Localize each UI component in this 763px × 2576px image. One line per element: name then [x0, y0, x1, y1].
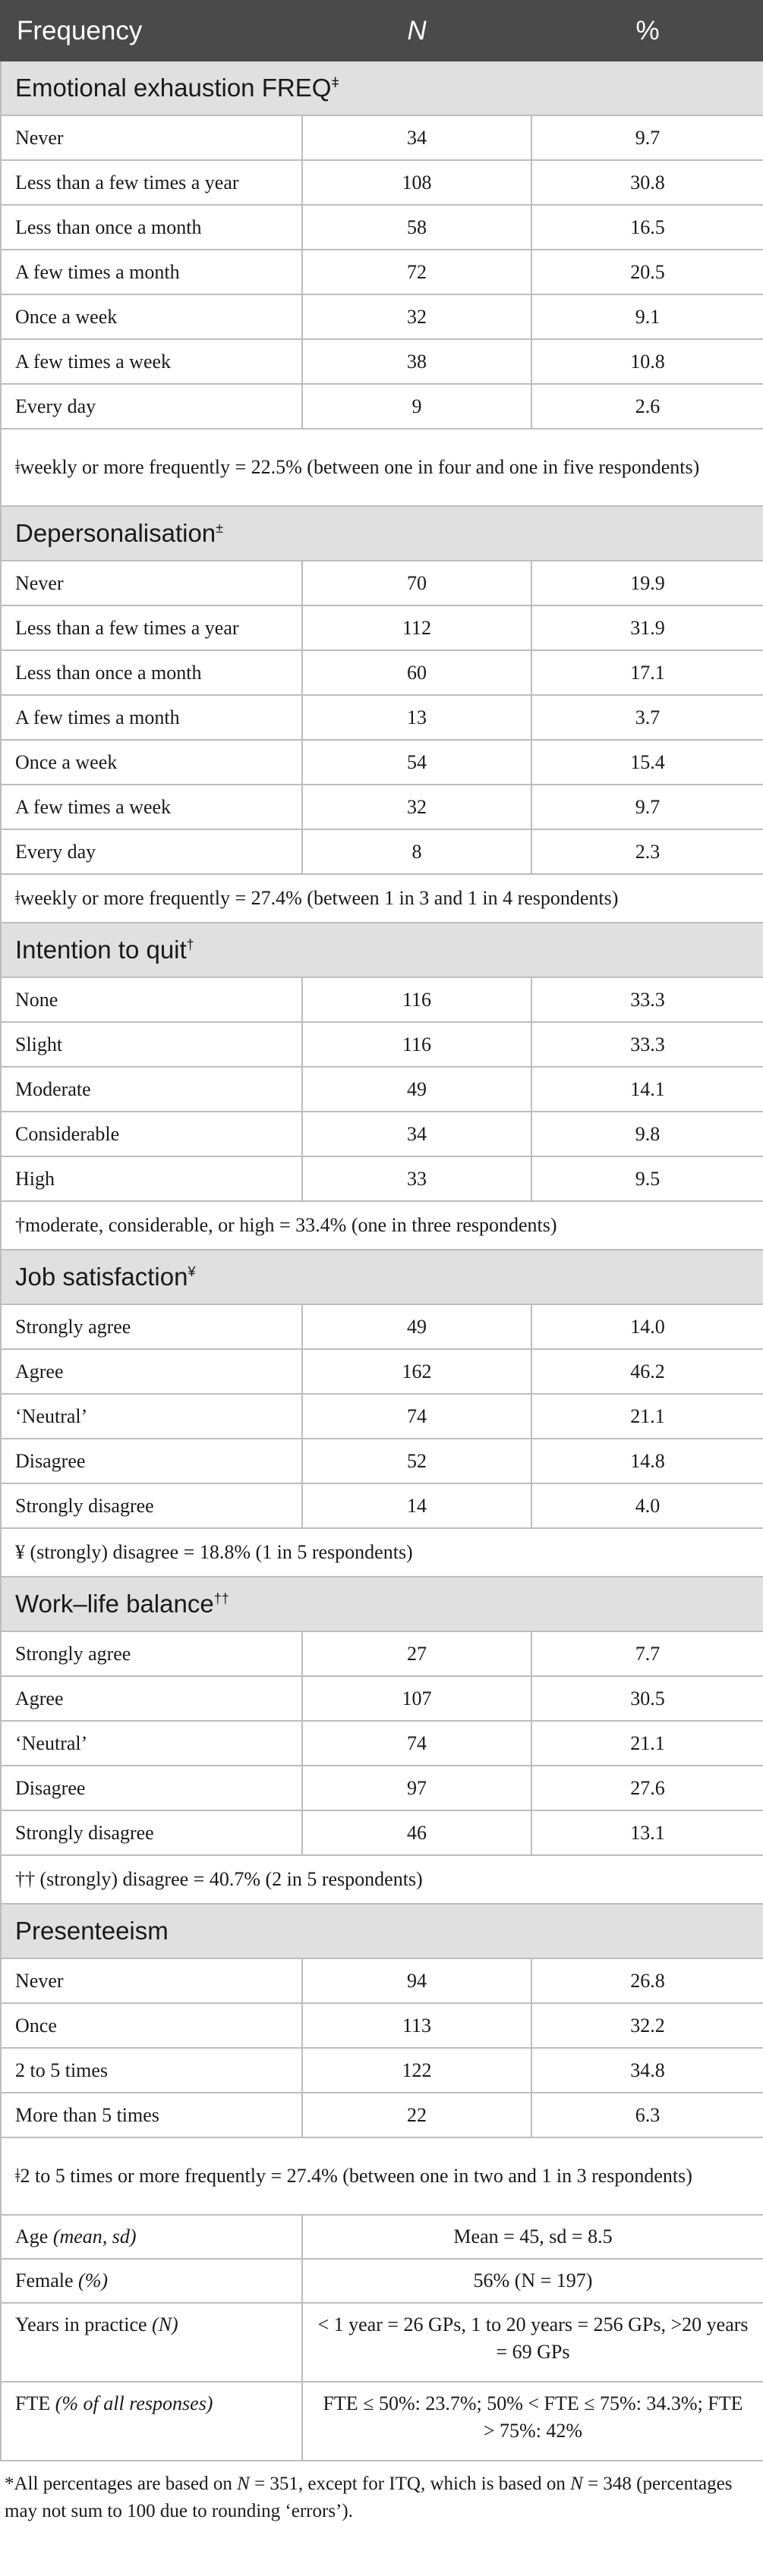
table-row	[1, 2048, 763, 2093]
table-row	[1, 740, 763, 785]
table-row	[1, 561, 763, 605]
section-note-row	[1, 874, 763, 923]
table-row	[1, 695, 763, 740]
section-footnote-mark: ¥	[188, 1264, 196, 1279]
row-percent: 33.3	[531, 977, 763, 1022]
row-label: Less than a few times a year	[1, 605, 302, 650]
section-header-row	[1, 923, 763, 977]
demographic-label-text: Female	[15, 2269, 74, 2291]
row-n: 162	[302, 1349, 531, 1394]
row-percent: 17.1	[531, 650, 763, 695]
row-label: Agree	[1, 1349, 302, 1394]
row-label: Less than once a month	[1, 205, 302, 250]
section-footnote-mark: ††	[213, 1591, 229, 1606]
table-row	[1, 339, 763, 384]
row-label: Once a week	[1, 294, 302, 339]
row-percent: 9.1	[531, 294, 763, 339]
demographic-row	[1, 2215, 763, 2259]
section-note: ǂ2 to 5 times or more frequently = 27.4% (between one in two and 1 in 3 respondents)	[1, 2137, 763, 2215]
table-row	[1, 650, 763, 695]
row-label: A few times a month	[1, 695, 302, 740]
row-label: Slight	[1, 1022, 302, 1067]
table-row	[1, 1067, 763, 1112]
table-row	[1, 115, 763, 160]
row-percent: 14.1	[531, 1067, 763, 1112]
demographic-label-text: Years in practice	[15, 2313, 147, 2335]
table-header-row	[1, 1, 763, 61]
row-percent: 15.4	[531, 740, 763, 785]
row-percent: 34.8	[531, 2048, 763, 2093]
table-row	[1, 1483, 763, 1528]
table-row	[1, 1394, 763, 1439]
row-label: A few times a month	[1, 250, 302, 294]
table-row	[1, 160, 763, 205]
demographic-unit: (N)	[152, 2313, 178, 2335]
row-label: A few times a week	[1, 339, 302, 384]
row-n: 113	[302, 2003, 531, 2048]
table-row	[1, 1112, 763, 1156]
row-label: Strongly disagree	[1, 1483, 302, 1528]
row-percent: 21.1	[531, 1394, 763, 1439]
section-header-row	[1, 1250, 763, 1304]
table-row	[1, 2093, 763, 2137]
row-label: Every day	[1, 829, 302, 874]
table-row	[1, 785, 763, 829]
row-n: 14	[302, 1483, 531, 1528]
row-label: Once	[1, 2003, 302, 2048]
section-header-row	[1, 1904, 763, 1958]
section-note: †moderate, considerable, or high = 33.4% (one in three respondents)	[1, 1201, 763, 1250]
row-label: Less than a few times a year	[1, 160, 302, 205]
section-note: ¥ (strongly) disagree = 18.8% (1 in 5 respondents)	[1, 1528, 763, 1577]
row-n: 32	[302, 785, 531, 829]
section-title	[1, 1904, 763, 1958]
row-percent: 27.6	[531, 1766, 763, 1810]
row-n: 22	[302, 2093, 531, 2137]
section-title-text: Job satisfaction	[15, 1263, 188, 1291]
footnote-n-symbol: N	[237, 2474, 250, 2494]
row-n: 108	[302, 160, 531, 205]
section-title-text: Work–life balance	[15, 1590, 214, 1618]
row-label: More than 5 times	[1, 2093, 302, 2137]
row-percent: 2.3	[531, 829, 763, 874]
demographic-value: 56% (N = 197)	[302, 2259, 763, 2303]
row-percent: 30.5	[531, 1676, 763, 1721]
row-n: 27	[302, 1631, 531, 1676]
table-row	[1, 1810, 763, 1855]
section-note-row	[1, 1855, 763, 1904]
table-row	[1, 1349, 763, 1394]
section-note-row	[1, 429, 763, 506]
section-title-text: Intention to quit	[15, 936, 187, 964]
table-row	[1, 205, 763, 250]
section-title-text: Emotional exhaustion FREQ	[15, 74, 332, 102]
row-percent: 6.3	[531, 2093, 763, 2137]
table-row	[1, 2003, 763, 2048]
row-n: 94	[302, 1958, 531, 2003]
table-row	[1, 250, 763, 294]
row-percent: 31.9	[531, 605, 763, 650]
row-n: 72	[302, 250, 531, 294]
section-title	[1, 1250, 763, 1304]
table-row	[1, 977, 763, 1022]
row-percent: 9.7	[531, 115, 763, 160]
row-n: 112	[302, 605, 531, 650]
row-n: 13	[302, 695, 531, 740]
demographic-unit: (%)	[78, 2269, 109, 2291]
row-n: 49	[302, 1304, 531, 1349]
table-row	[1, 1631, 763, 1676]
row-percent: 9.7	[531, 785, 763, 829]
row-percent: 21.1	[531, 1721, 763, 1766]
row-label: 2 to 5 times	[1, 2048, 302, 2093]
footnote-text: *All percentages are based on	[5, 2474, 238, 2494]
row-n: 58	[302, 205, 531, 250]
table-row	[1, 1304, 763, 1349]
section-footnote-mark: ǂ	[331, 75, 339, 90]
row-n: 32	[302, 294, 531, 339]
row-percent: 20.5	[531, 250, 763, 294]
row-percent: 26.8	[531, 1958, 763, 2003]
row-label: None	[1, 977, 302, 1022]
section-header-row	[1, 506, 763, 561]
footnote-n-symbol: N	[570, 2474, 583, 2494]
section-title	[1, 61, 763, 115]
row-n: 116	[302, 977, 531, 1022]
header-n: N	[302, 1, 531, 61]
row-n: 107	[302, 1676, 531, 1721]
row-n: 70	[302, 561, 531, 605]
row-n: 38	[302, 339, 531, 384]
row-percent: 46.2	[531, 1349, 763, 1394]
section-note: ǂweekly or more frequently = 27.4% (between 1 in 3 and 1 in 4 respondents)	[1, 874, 763, 923]
row-percent: 14.8	[531, 1439, 763, 1483]
demographic-label	[1, 2382, 302, 2461]
row-label: Disagree	[1, 1439, 302, 1483]
row-label: High	[1, 1156, 302, 1201]
section-title-text: Presenteeism	[15, 1917, 169, 1945]
section-header-row	[1, 1577, 763, 1631]
section-footnote-mark: ±	[216, 521, 224, 536]
row-label: ‘Neutral’	[1, 1394, 302, 1439]
demographic-label-text: Age	[15, 2225, 49, 2247]
row-n: 8	[302, 829, 531, 874]
section-note: ǂweekly or more frequently = 22.5% (between one in four and one in five respondents)	[1, 429, 763, 506]
row-percent: 30.8	[531, 160, 763, 205]
demographic-value: FTE ≤ 50%: 23.7%; 50% < FTE ≤ 75%: 34.3%; FTE > 75%: 42%	[302, 2382, 763, 2461]
row-label: Less than once a month	[1, 650, 302, 695]
row-n: 34	[302, 1112, 531, 1156]
row-n: 34	[302, 115, 531, 160]
table-footnote	[0, 2461, 763, 2525]
demographic-row	[1, 2259, 763, 2303]
row-label: Strongly agree	[1, 1304, 302, 1349]
section-title-text: Depersonalisation	[15, 519, 216, 547]
header-frequency: Frequency	[1, 1, 302, 61]
row-percent: 10.8	[531, 339, 763, 384]
row-percent: 9.8	[531, 1112, 763, 1156]
demographic-value: < 1 year = 26 GPs, 1 to 20 years = 256 GPs, >20 years = 69 GPs	[302, 2303, 763, 2382]
header-percent: %	[531, 1, 763, 61]
row-n: 9	[302, 384, 531, 429]
table-row	[1, 1766, 763, 1810]
row-n: 122	[302, 2048, 531, 2093]
table-row	[1, 1439, 763, 1483]
demographic-row	[1, 2303, 763, 2382]
section-header-row	[1, 61, 763, 115]
row-percent: 3.7	[531, 695, 763, 740]
table-row	[1, 1156, 763, 1201]
demographic-value: Mean = 45, sd = 8.5	[302, 2215, 763, 2259]
section-footnote-mark: †	[186, 937, 194, 952]
section-note-row	[1, 1528, 763, 1577]
section-note: †† (strongly) disagree = 40.7% (2 in 5 respondents)	[1, 1855, 763, 1904]
row-percent: 14.0	[531, 1304, 763, 1349]
row-n: 46	[302, 1810, 531, 1855]
row-percent: 9.5	[531, 1156, 763, 1201]
row-label: Every day	[1, 384, 302, 429]
section-title	[1, 506, 763, 561]
row-label: A few times a week	[1, 785, 302, 829]
table-row	[1, 1958, 763, 2003]
row-n: 116	[302, 1022, 531, 1067]
row-label: Moderate	[1, 1067, 302, 1112]
row-n: 74	[302, 1394, 531, 1439]
row-percent: 19.9	[531, 561, 763, 605]
row-label: Strongly agree	[1, 1631, 302, 1676]
section-title	[1, 1577, 763, 1631]
row-percent: 4.0	[531, 1483, 763, 1528]
row-percent: 2.6	[531, 384, 763, 429]
row-n: 52	[302, 1439, 531, 1483]
row-percent: 7.7	[531, 1631, 763, 1676]
row-label: Never	[1, 115, 302, 160]
demographic-unit: (mean, sd)	[52, 2225, 137, 2247]
row-n: 97	[302, 1766, 531, 1810]
row-label: Strongly disagree	[1, 1810, 302, 1855]
row-n: 60	[302, 650, 531, 695]
table-body	[1, 61, 763, 2461]
table-row	[1, 294, 763, 339]
demographic-unit: (% of all responses)	[55, 2392, 213, 2414]
row-percent: 13.1	[531, 1810, 763, 1855]
row-percent: 33.3	[531, 1022, 763, 1067]
row-n: 33	[302, 1156, 531, 1201]
demographic-row	[1, 2382, 763, 2461]
section-note-row	[1, 2137, 763, 2215]
demographic-label	[1, 2303, 302, 2382]
footnote-text: = 348 (percentages may not sum to 100 due to rounding ‘errors’).	[5, 2474, 733, 2521]
row-percent: 16.5	[531, 205, 763, 250]
row-n: 49	[302, 1067, 531, 1112]
table-row	[1, 384, 763, 429]
row-label: Disagree	[1, 1766, 302, 1810]
table-row	[1, 1676, 763, 1721]
section-note-row	[1, 1201, 763, 1250]
demographic-label-text: FTE	[15, 2392, 51, 2414]
row-percent: 32.2	[531, 2003, 763, 2048]
table-row	[1, 829, 763, 874]
demographic-label	[1, 2259, 302, 2303]
footnote-text: = 351, except for ITQ, which is based on	[249, 2474, 571, 2494]
section-title	[1, 923, 763, 977]
row-label: Never	[1, 1958, 302, 2003]
row-label: Once a week	[1, 740, 302, 785]
row-label: Never	[1, 561, 302, 605]
row-label: Considerable	[1, 1112, 302, 1156]
row-label: Agree	[1, 1676, 302, 1721]
row-label: ‘Neutral’	[1, 1721, 302, 1766]
table-row	[1, 1721, 763, 1766]
demographic-label	[1, 2215, 302, 2259]
row-n: 74	[302, 1721, 531, 1766]
row-n: 54	[302, 740, 531, 785]
table-row	[1, 605, 763, 650]
table-row	[1, 1022, 763, 1067]
